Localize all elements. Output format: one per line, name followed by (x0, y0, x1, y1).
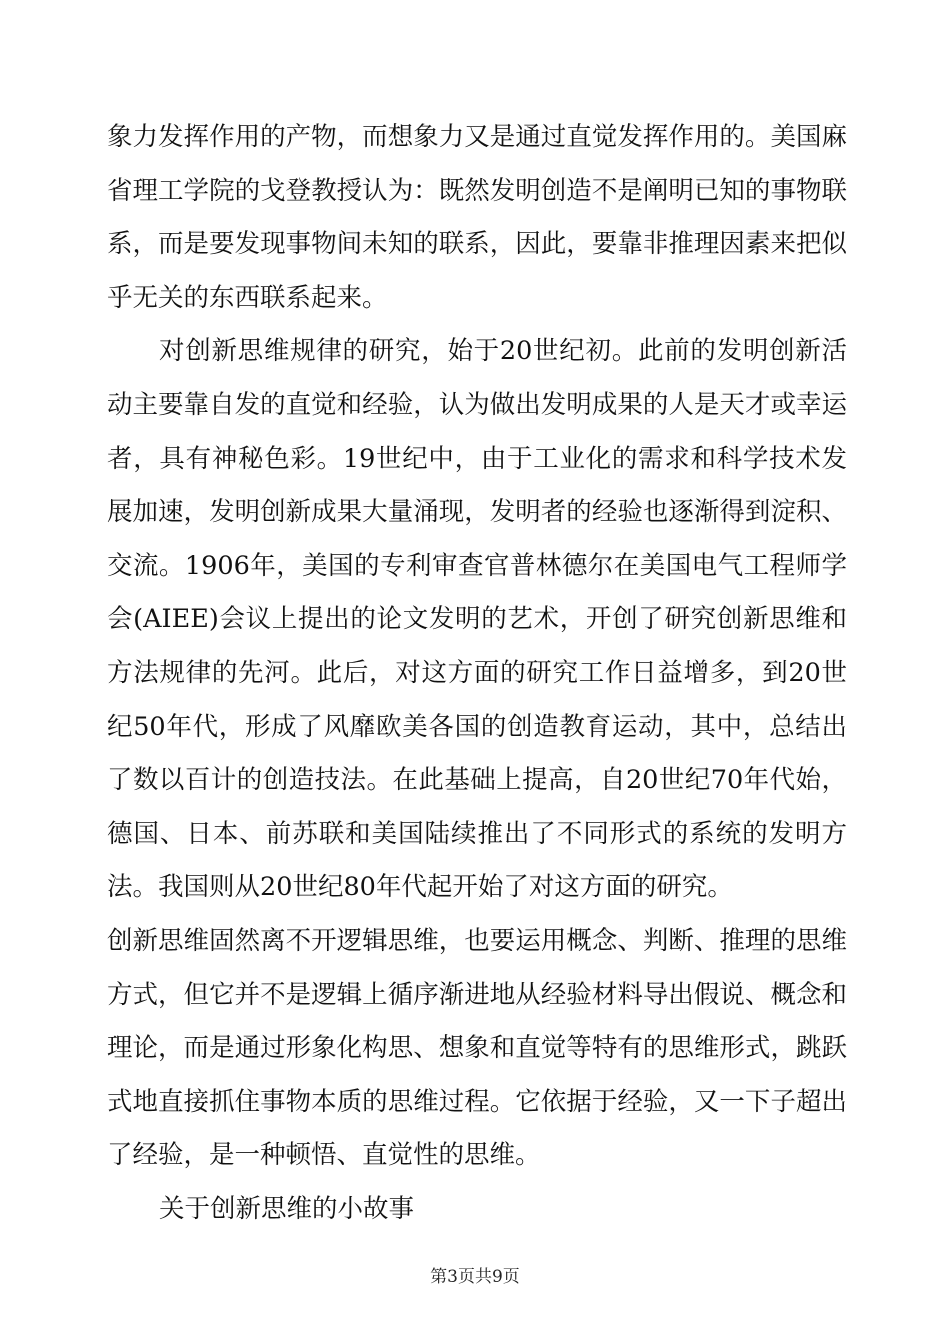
paragraph-continued: 象力发挥作用的产物，而想象力又是通过直觉发挥作用的。美国麻省理工学院的戈登教授认为：既然发明创造不是阐明已知的事物联系，而是要发现事物间未知的联系，因此，要靠非推理因素来把似乎无关的东西联系起来。 (107, 122, 847, 313)
paragraph-innovative-thinking: 创新思维固然离不开逻辑思维，也要运用概念、判断、推理的思维方式，但它并不是逻辑上循序渐进地从经验材料导出假说、概念和理论，而是通过形象化构思、想象和直觉等特有的思维形式，跳跃式地直接抓住事物本质的思维过程。它依据于经验，又一下子超出了经验，是一种顿悟、直觉性的思维。 (107, 925, 847, 1171)
section-heading: 关于创新思维的小故事 (159, 1193, 415, 1224)
paragraph-research-history: 对创新思维规律的研究，始于20世纪初。此前的发明创新活动主要靠自发的直觉和经验，认为做出发明成果的人是天才或幸运者，具有神秘色彩。19世纪中，由于工业化的需求和科学技术发展加速，发明创新成果大量涌现，发明者的经验也逐渐得到淀积、交流。1906年，美国的专利审查官普林德尔在美国电气工程师学会(AIEE)会议上提出的论文发明的艺术，开创了研究创新思维和方法规律的先河。此后，对这方面的研究工作日益增多，到20世纪50年代，形成了风靡欧美各国的创造教育运动，其中，总结出了数以百计的创造技法。在此基础上提高，自20世纪70年代始，德国、日本、前苏联和美国陆续推出了不同形式的系统的发明方法。我国则从20世纪80年代起开始了对这方面的研究。 (107, 336, 847, 903)
page-number-footer: 第3页共9页 (430, 1267, 520, 1287)
body-text (107, 111, 847, 1236)
